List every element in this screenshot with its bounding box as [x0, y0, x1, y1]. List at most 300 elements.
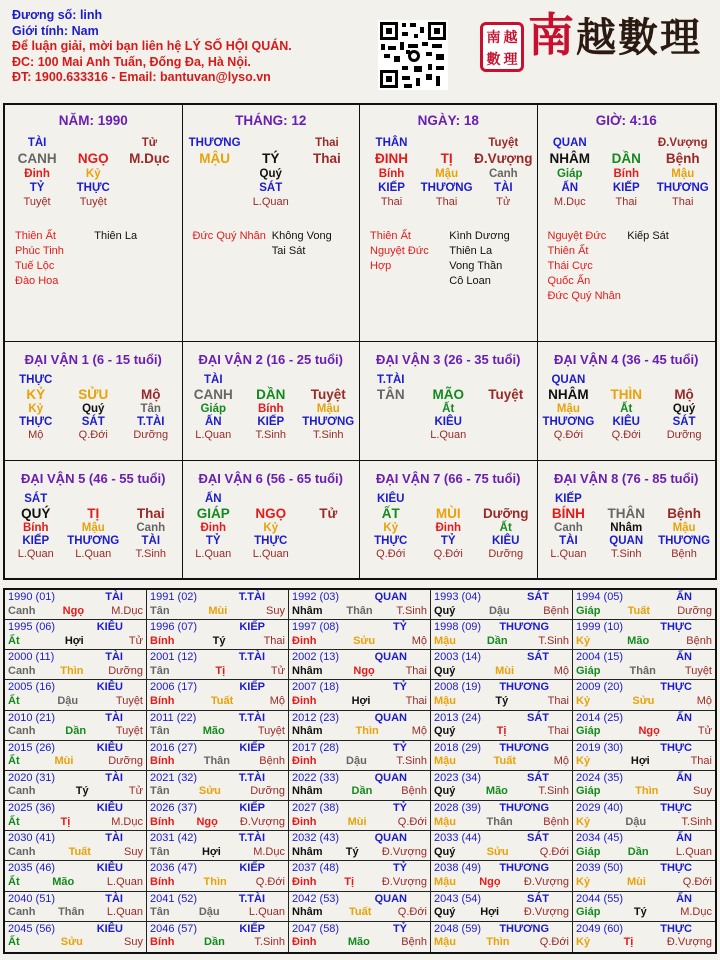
year-stage: Thai [690, 755, 712, 768]
year-god: TỶ [392, 741, 407, 754]
year-row-bottom [434, 725, 569, 739]
year-label: 1997 (08) [292, 621, 340, 634]
star-item: Thiên Ất [547, 245, 589, 257]
dai-van-value [122, 374, 180, 386]
year-stage: Thai [405, 664, 427, 677]
year-row-bottom [576, 665, 712, 679]
year-stage: Tuyệt [115, 725, 143, 738]
year-label: 2029 (40) [576, 802, 624, 815]
star-item: Tuế Lộc [15, 260, 55, 272]
dai-van-cell [183, 461, 361, 578]
year-stage: Tử [270, 664, 285, 677]
year-stage: L.Quan [675, 845, 712, 858]
year-god: TỶ [392, 862, 407, 875]
year-cell [147, 711, 289, 741]
year-stem: Bính [150, 875, 175, 888]
year-stage: Đ.Vượng [381, 845, 427, 858]
year-stem: Quý [434, 725, 456, 738]
dai-van-value: T.TÀI [137, 416, 165, 428]
year-row-bottom [150, 816, 285, 830]
year-row-bottom [292, 906, 427, 920]
year-row-top [434, 651, 569, 665]
dai-van-value: Quý [82, 403, 105, 415]
year-row-top [8, 923, 143, 937]
year-branch: Dần [351, 785, 373, 798]
pillar-value: Tử [496, 196, 511, 208]
name-value: linh [79, 8, 103, 22]
pillar-value: Bệnh [665, 151, 700, 166]
dai-van-value [300, 548, 358, 560]
pillar-value: CANH [17, 151, 57, 166]
year-row-top [434, 862, 569, 876]
year-stem: Giáp [576, 604, 601, 617]
star-item: Đức Quý Nhân [547, 290, 621, 302]
year-god: TÀI [105, 832, 123, 845]
dai-van-value: KIÊU [492, 535, 520, 547]
year-branch: Dậu [625, 815, 647, 828]
year-row-top [292, 651, 427, 665]
year-row-bottom [150, 635, 285, 649]
year-stage: Q.Đới [397, 906, 427, 919]
year-stem: Canh [8, 785, 36, 798]
pillar-value: TỊ [440, 151, 453, 166]
year-god: THỰC [660, 681, 692, 694]
year-row-top [8, 712, 143, 726]
dai-van-title: ĐẠI VẬN 6 (56 - 65 tuổi) [198, 471, 343, 486]
year-row-top [576, 651, 712, 665]
dai-van-value [300, 374, 358, 386]
year-stem: Kỷ [576, 875, 591, 888]
year-label: 2046 (57) [150, 922, 198, 935]
year-row-bottom [292, 695, 427, 709]
dai-van-value: L.Quan [252, 548, 289, 560]
year-cell [431, 771, 573, 801]
year-label: 2036 (47) [150, 862, 198, 875]
year-row-top [8, 591, 143, 605]
contact-line-2: ĐC: 100 Mai Anh Tuấn, Đống Đa, Hà Nội. [12, 54, 251, 69]
dai-van-value: THÂN [607, 506, 645, 521]
year-god: T.TÀI [238, 892, 265, 905]
pillar-value: Kỷ [85, 168, 101, 180]
year-branch: Mùi [208, 604, 228, 617]
dai-van-value: KIÊU [612, 416, 640, 428]
year-branch: Dần [486, 634, 508, 647]
year-god: KIẾP [239, 681, 265, 694]
pillar-value: KIẾP [612, 182, 640, 194]
year-cell [289, 892, 431, 922]
year-cell [431, 801, 573, 831]
year-row-bottom [576, 755, 712, 769]
year-stage: Bệnh [259, 755, 285, 768]
year-label: 2038 (49) [434, 862, 482, 875]
year-row-top [576, 802, 712, 816]
dai-van-value: MÃO [432, 387, 464, 402]
year-row-bottom [150, 725, 285, 739]
year-stem: Canh [8, 725, 36, 738]
dai-van-value: Mộ [674, 387, 694, 402]
dai-van-value: Dưỡng [488, 548, 524, 560]
dai-van-value: QUAN [551, 374, 586, 386]
year-row-bottom [292, 725, 427, 739]
star-item: Thiên Ất [15, 230, 56, 242]
year-row-top [150, 591, 285, 605]
dai-van-value: KIẾP [554, 493, 582, 505]
pillar-value: Mậu [671, 168, 695, 180]
year-god: THƯƠNG [499, 681, 549, 694]
year-row-bottom [150, 695, 285, 709]
pillar-value: Thai [435, 196, 458, 208]
dai-van-value: Kỷ [263, 522, 279, 534]
stars-list [193, 229, 352, 259]
dai-van-value: THƯƠNG [542, 416, 595, 428]
dai-van-value: Q.Đới [553, 429, 584, 441]
year-row-bottom [434, 665, 569, 679]
year-row-top [150, 862, 285, 876]
star-item: Không Vong [271, 230, 332, 242]
year-stage: Bệnh [401, 785, 427, 798]
year-cell [5, 620, 147, 650]
year-stage: T.Sinh [254, 936, 285, 949]
year-branch: Thìn [203, 875, 227, 888]
pillar-value: Thai [615, 196, 637, 208]
year-branch: Mão [52, 875, 75, 888]
dai-van-value: Q.Đới [376, 548, 406, 560]
year-god: KIÊU [96, 681, 123, 694]
year-stage: Tử [128, 634, 143, 647]
year-label: 2003 (14) [434, 651, 482, 664]
year-stem: Đinh [292, 875, 317, 888]
year-cell [5, 892, 147, 922]
year-label: 2012 (23) [292, 711, 340, 724]
year-branch: Sửu [353, 634, 376, 647]
year-row-bottom [8, 605, 143, 619]
year-label: 1993 (04) [434, 591, 482, 603]
pillar-value: MẬU [199, 151, 230, 166]
dai-van-value: Kỷ [383, 522, 399, 534]
year-god: T.TÀI [238, 832, 265, 845]
year-row-top [434, 893, 569, 907]
year-cell [289, 771, 431, 801]
year-stage: Tuyệt [684, 664, 712, 677]
year-god: QUAN [374, 892, 407, 905]
year-stem: Quý [434, 604, 456, 617]
year-label: 2022 (33) [292, 771, 340, 784]
pillar-value [299, 196, 355, 208]
dai-van-value: Nhâm [610, 522, 643, 534]
year-stem: Nhâm [292, 906, 323, 919]
pillar-value: THƯƠNG [656, 182, 709, 194]
stars-right [627, 229, 707, 304]
year-cell [431, 831, 573, 861]
year-label: 2037 (48) [292, 862, 340, 875]
year-stage: Tử [128, 785, 143, 798]
star-item: Thiên La [94, 230, 138, 242]
dai-van-value: SÁT [672, 416, 696, 428]
year-label: 2008 (19) [434, 681, 482, 694]
stars-right [94, 229, 173, 289]
year-cell [289, 650, 431, 680]
pillar-value: M.Dục [553, 196, 586, 208]
year-cell [573, 590, 715, 620]
dai-van-value [477, 493, 535, 505]
year-stem: Canh [8, 845, 36, 858]
year-god: QUAN [374, 591, 407, 603]
year-stem: Mậu [434, 815, 456, 828]
yearly-fortune-table [3, 588, 717, 954]
year-row-top [150, 621, 285, 635]
year-row-bottom [292, 635, 427, 649]
year-stage: M.Dục [253, 845, 285, 858]
dai-van-value: Mộ [28, 429, 44, 441]
dai-van-grid [540, 374, 714, 441]
year-god: KIẾP [239, 922, 265, 935]
star-item: Phúc Tinh [15, 245, 64, 257]
year-label: 2044 (55) [576, 892, 624, 905]
pillar-value [187, 168, 243, 180]
header-info [12, 8, 372, 86]
pillar-value: THÂN [375, 137, 408, 149]
year-god: ẤN [676, 892, 692, 905]
year-stem: Quý [434, 845, 456, 858]
year-cell [147, 590, 289, 620]
dai-van-value: Canh [136, 522, 166, 534]
year-stem: Canh [8, 664, 36, 677]
dai-van-cell [5, 342, 183, 461]
dai-van-value [65, 374, 123, 386]
year-branch: Tị [623, 936, 634, 949]
year-row-bottom [434, 816, 569, 830]
year-god: T.TÀI [238, 651, 265, 664]
year-cell [289, 801, 431, 831]
year-row-bottom [292, 876, 427, 890]
year-stage: M.Dục [111, 815, 143, 828]
dai-van-value: TÀI [559, 535, 578, 547]
dai-van-value: Canh [554, 522, 583, 534]
dai-van-value: BÍNH [551, 506, 585, 521]
year-branch: Mùi [54, 755, 74, 768]
year-cell [147, 801, 289, 831]
pillar-value [65, 137, 121, 149]
year-branch: Hợi [201, 845, 221, 858]
year-row-top [576, 862, 712, 876]
pillar-value [187, 196, 243, 208]
dai-van-value: Mậu [556, 403, 580, 415]
year-label: 1990 (01) [8, 591, 56, 603]
year-god: KIẾP [239, 621, 265, 634]
dai-van-cell [538, 461, 716, 578]
year-god: THỰC [660, 741, 692, 754]
dai-van-value: T.Sinh [135, 548, 167, 560]
year-label: 2002 (13) [292, 651, 340, 664]
year-stage: Thai [263, 634, 285, 647]
year-cell [5, 650, 147, 680]
dai-van-value: ẤT [381, 506, 400, 521]
dai-van-value: T.Sinh [610, 548, 642, 560]
year-row-bottom [8, 936, 143, 950]
year-row-top [150, 923, 285, 937]
year-branch: Hợi [351, 694, 371, 707]
year-label: 2009 (20) [576, 681, 624, 694]
pillar-value [187, 182, 243, 194]
year-branch: Mão [485, 785, 508, 798]
year-cell [147, 892, 289, 922]
year-stem: Tân [150, 725, 170, 738]
year-stage: Tử [697, 725, 712, 738]
year-cell [431, 590, 573, 620]
pillar-value: Bính [613, 168, 640, 180]
year-cell [431, 892, 573, 922]
dai-van-grid [185, 493, 358, 560]
year-god: THỰC [660, 621, 692, 634]
star-item: Nguyệt Đức Hợp [370, 245, 429, 272]
gender-value: Nam [71, 23, 99, 38]
dai-van-title: ĐẠI VẬN 8 (76 - 85 tuổi) [554, 471, 699, 486]
year-row-top [8, 681, 143, 695]
year-stage: Mộ [553, 664, 569, 677]
year-label: 1995 (06) [8, 621, 56, 634]
year-branch: Thìn [355, 725, 379, 738]
year-label: 2018 (29) [434, 741, 482, 754]
year-stem: Quý [434, 785, 456, 798]
year-row-bottom [8, 876, 143, 890]
dai-van-value: L.Quan [550, 548, 587, 560]
year-stem: Đinh [292, 755, 317, 768]
pillar-title: GIỜ: 4:16 [595, 113, 657, 128]
year-stem: Giáp [576, 664, 601, 677]
stars-list [370, 229, 529, 289]
dai-van-value: CANH [193, 387, 233, 402]
dai-van-value: Ất [620, 403, 633, 415]
dai-van-title: ĐẠI VẬN 7 (66 - 75 tuổi) [376, 471, 521, 486]
dai-van-value: L.Quan [17, 548, 54, 560]
year-cell [431, 680, 573, 710]
year-row-top [576, 923, 712, 937]
year-stem: Nhâm [292, 604, 323, 617]
year-cell [5, 680, 147, 710]
pillar-value: Giáp [556, 168, 583, 180]
dai-van-value: TỶ [205, 535, 221, 547]
dai-van-value: MÙI [435, 506, 461, 521]
year-stage: Q.Đới [539, 845, 569, 858]
year-stem: Giáp [576, 845, 601, 858]
year-god: ẤN [676, 771, 692, 784]
year-stem: Bính [150, 694, 175, 707]
pillar-value: Đ.Vượng [657, 137, 708, 149]
dai-van-value: KIÊU [377, 493, 405, 505]
year-stem: Mậu [434, 936, 456, 949]
year-cell [573, 741, 715, 771]
year-label: 1994 (05) [576, 591, 624, 603]
dai-van-value: TỶ [440, 535, 456, 547]
year-god: TÀI [105, 771, 123, 784]
pillar-value: Canh [488, 168, 518, 180]
pillar-value: TÝ [262, 151, 280, 166]
year-row-bottom [434, 876, 569, 890]
year-cell [573, 831, 715, 861]
year-stem: Kỷ [576, 634, 591, 647]
stars-left [548, 229, 628, 304]
year-stem: Kỷ [576, 694, 591, 707]
dai-van-title: ĐẠI VẬN 5 (46 - 55 tuổi) [21, 471, 166, 486]
year-row-top [150, 893, 285, 907]
year-row-bottom [576, 876, 712, 890]
pillar-grid [364, 137, 533, 208]
year-branch: Dậu [346, 755, 367, 768]
year-god: THƯƠNG [499, 741, 549, 754]
year-stem: Ất [8, 815, 20, 828]
dai-van-value [477, 416, 535, 428]
pillar-value [121, 196, 177, 208]
year-branch: Ngọ [638, 725, 660, 738]
year-row-top [150, 832, 285, 846]
star-item: Đức Quý Nhân [192, 230, 266, 242]
year-stage: Q.Đới [397, 815, 427, 828]
year-label: 2013 (24) [434, 711, 482, 724]
year-label: 2048 (59) [434, 922, 482, 935]
year-branch: Mùi [495, 664, 515, 677]
pillar-value: NHÂM [549, 151, 590, 166]
dai-van-value: Tử [319, 506, 338, 521]
star-item: Cô Loan [449, 275, 491, 287]
year-row-top [434, 742, 569, 756]
year-stage: Đ.Vượng [381, 875, 427, 888]
year-branch: Tị [344, 875, 355, 888]
year-row-bottom [576, 846, 712, 860]
dai-van-value [420, 374, 478, 386]
dai-van-value: KỶ [26, 387, 46, 402]
year-stage: Đ.Vượng [666, 936, 712, 949]
pillar-value: QUAN [552, 137, 587, 149]
year-stem: Canh [8, 906, 36, 919]
pillar-value: NGỌ [77, 151, 109, 166]
pillar-cell [183, 105, 361, 342]
year-row-bottom [434, 846, 569, 860]
dai-van-value: TỊ [87, 506, 100, 521]
year-row-top [150, 802, 285, 816]
year-stem: Bính [150, 755, 175, 768]
year-label: 2041 (52) [150, 892, 198, 905]
dai-van-value: Mậu [81, 522, 105, 534]
contact-line-3[interactable]: ĐT: 1900.633316 - Email: bantuvan@lyso.vn [12, 70, 271, 84]
year-row-bottom [434, 605, 569, 619]
year-branch: Mão [347, 936, 370, 949]
year-row-bottom [150, 785, 285, 799]
pillar-value: Đ.Vượng [474, 151, 533, 166]
year-branch: Tuất [493, 755, 517, 768]
year-stem: Giáp [576, 785, 601, 798]
dai-van-value: TÀI [141, 535, 161, 547]
year-row-top [8, 742, 143, 756]
year-row-bottom [292, 846, 427, 860]
year-stem: Nhâm [292, 785, 323, 798]
year-row-top [434, 923, 569, 937]
stars-left [15, 229, 94, 289]
year-cell [5, 741, 147, 771]
year-row-bottom [150, 906, 285, 920]
year-cell [5, 831, 147, 861]
contact-line-1: Để luận giải, mời bạn liên hệ LÝ SỐ HỘI QUÁN. [12, 39, 292, 53]
dai-van-value: GIÁP [196, 506, 230, 521]
year-branch: Tị [215, 664, 226, 677]
year-god: TỶ [392, 922, 407, 935]
year-stage: Mộ [696, 694, 712, 707]
star-item: Thái Cực [547, 260, 593, 272]
year-stem: Nhâm [292, 725, 323, 738]
year-god: THỰC [660, 802, 692, 815]
seal-stamp: 南 越 數 理 [480, 22, 524, 72]
year-row-top [292, 742, 427, 756]
year-row-top [292, 772, 427, 786]
